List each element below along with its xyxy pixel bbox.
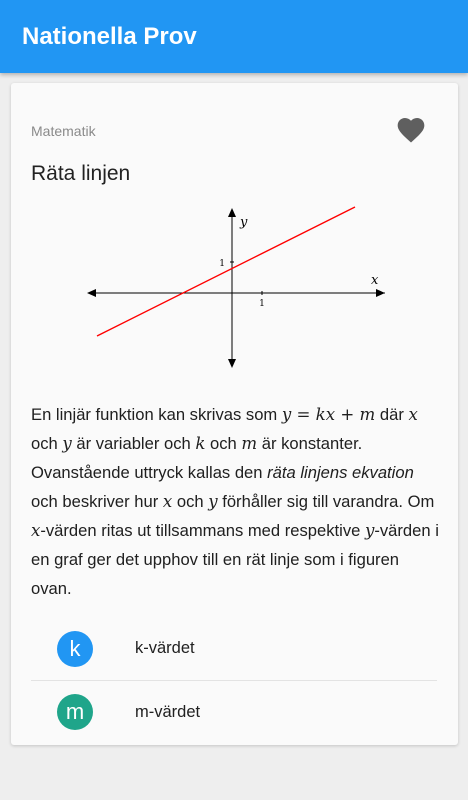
var-y: y xyxy=(208,492,218,511)
topic-list xyxy=(31,617,437,743)
italic-term: räta linjens ekvation xyxy=(267,463,414,482)
x-axis-label: x xyxy=(371,273,379,288)
subject-label: Matematik xyxy=(31,123,96,139)
desc-text: -värden i en graf ger det upphov till en rät linje som i figuren ovan. xyxy=(31,521,439,598)
avatar-m: m xyxy=(57,694,93,730)
desc-text: och xyxy=(31,434,63,453)
description-text xyxy=(31,400,443,603)
var-x: x xyxy=(408,405,418,424)
desc-text: är variabler och xyxy=(71,434,196,453)
desc-text: där xyxy=(379,405,409,424)
desc-text: -värden ritas ut tillsammans med respektive xyxy=(40,521,365,540)
desc-text: En linjär funktion kan skrivas som xyxy=(31,405,282,424)
app-title: Nationella Prov xyxy=(22,22,197,50)
list-item-m-value[interactable] xyxy=(31,680,437,743)
desc-text: och xyxy=(172,492,209,511)
y-tick-label: 1 xyxy=(219,259,225,269)
line-graph xyxy=(85,206,385,371)
const-m: m xyxy=(241,434,258,453)
var-y: y xyxy=(364,521,375,540)
var-x: x xyxy=(31,521,41,540)
function-line xyxy=(97,207,355,336)
desc-text: förhåller sig till varandra. Om xyxy=(217,492,435,511)
var-y: y xyxy=(62,434,72,453)
desc-text: är konstanter. Ovanstående uttryck kallas den xyxy=(31,434,363,482)
list-item-label: m-värdet xyxy=(135,702,201,721)
list-item-label: k-värdet xyxy=(135,639,195,657)
article-card xyxy=(11,83,458,745)
const-k: k xyxy=(195,434,206,453)
y-axis-arrow-top xyxy=(228,208,236,217)
equation: y = kx + m xyxy=(281,405,376,424)
card-title: Räta linjen xyxy=(31,162,131,185)
app-bar xyxy=(0,0,468,73)
y-axis-label: y xyxy=(240,215,248,230)
x-tick-label: 1 xyxy=(259,299,265,309)
desc-text: och beskriver hur xyxy=(31,492,163,511)
list-item-k-value[interactable] xyxy=(31,617,437,680)
y-axis-arrow-bottom xyxy=(228,359,236,368)
var-x: x xyxy=(162,492,173,511)
x-axis-arrow-right xyxy=(376,289,385,297)
heart-icon[interactable] xyxy=(394,114,428,146)
desc-text: och xyxy=(205,434,242,453)
avatar-k: k xyxy=(57,631,93,667)
x-axis-arrow-left xyxy=(87,289,96,297)
